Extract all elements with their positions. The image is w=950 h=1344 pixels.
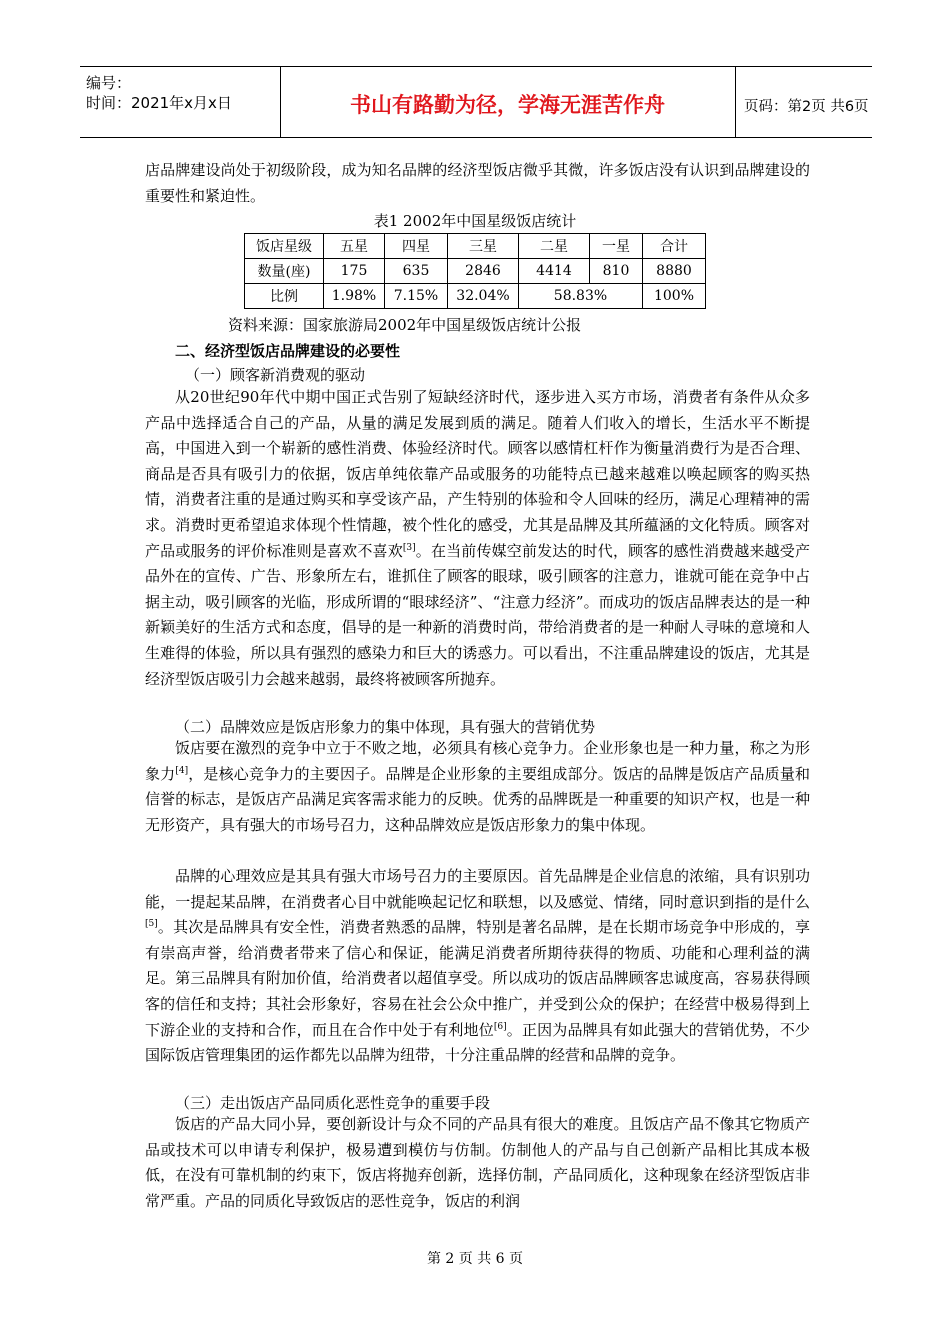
subheading-1: （一）顾客新消费观的驱动 xyxy=(185,366,366,384)
table-header-cell: 三星 xyxy=(448,234,519,259)
table-cell: 数量(座) xyxy=(245,259,324,284)
paragraph-text: 。正因为品牌具有如此强大的营销优势，不少国际饭店管理集团的运作都先以品牌为纽带，十分注重品牌的经营和品牌的竞争。 xyxy=(145,1020,810,1065)
table-cell: 810 xyxy=(590,259,643,284)
citation-ref: [3] xyxy=(402,542,416,553)
page-footer: 第 2 页 共 6 页 xyxy=(426,1251,524,1267)
table-cell: 1.98% xyxy=(324,284,385,309)
subheading-2: （二）品牌效应是饭店形象力的集中体现，具有强大的营销优势 xyxy=(175,718,596,736)
citation-ref: [5] xyxy=(145,919,158,930)
table-cell: 4414 xyxy=(519,259,590,284)
paragraph-text: 饭店要在激烈的竞争中立于不败之地，必须具有核心竞争力。企业形象也是一种力量，称之为形象力 xyxy=(145,739,810,783)
doc-number: 编号： xyxy=(86,74,132,92)
citation-ref: [6] xyxy=(493,1021,507,1032)
table-row xyxy=(245,284,706,309)
paragraph-text: 。其次是品牌具有安全性，消费者熟悉的品牌，特别是著名品牌，是在长期市场竞争中形成的，享有崇高声誉，给消费者带来了信心和保证，能满足消费者所期待获得的物质、功能和心理利益的满足。第三品牌具有附加价值，给消费者以超值享受。所以成功的饭店品牌顾客忠诚度高，容易获得顾客的信任和支持；其社会形象好，容易在社会公众中推广，并受到公众的保护；在经营中极易得到上下游企业的支持和合作，而且在合作中处于有利地位 xyxy=(145,918,810,1039)
paragraph-homogenization: 饭店的产品大同小异，要创新设计与众不同的产品具有很大的难度。且饭店产品不像其它物质产品或技术可以申请专利保护，极易遭到模仿与仿制。仿制他人的产品与自己创新产品相比其成本极低，在没有可靠机制的约束下，饭店将抛弃创新，选择仿制，产品同质化，这种现象在经济型饭店非常严重。产品的同质化导致饭店的恶性竞争，饭店的利润 xyxy=(145,1115,810,1210)
motto: 书山有路勤为径，学海无涯苦作舟 xyxy=(350,93,665,117)
table-cell: 100% xyxy=(643,284,706,309)
paragraph-text: 品牌的心理效应是其具有强大市场号召力的主要原因。首先品牌是企业信息的浓缩，具有识别功能，一提起某品牌，在消费者心目中就能唤起记忆和联想，以及感觉、情绪，同时意识到指的是什么 xyxy=(145,867,810,911)
table-row xyxy=(245,259,706,284)
header-info-cell xyxy=(80,67,281,137)
table-header-cell: 五星 xyxy=(324,234,385,259)
section-heading: 二、经济型饭店品牌建设的必要性 xyxy=(175,342,401,360)
table-cell: 比例 xyxy=(245,284,324,309)
citation-ref: [4] xyxy=(175,765,189,776)
doc-date: 时间：2021年x月x日 xyxy=(86,94,232,112)
paragraph-brand-psychology xyxy=(145,864,810,1069)
table-cell: 8880 xyxy=(643,259,706,284)
paragraph-text: 。在当前传媒空前发达的时代，顾客的感性消费越来越受产品外在的宣传、广告、形象所左右，谁抓住了顾客的眼球，吸引顾客的注意力，谁就可能在竞争中占据主动，吸引顾客的光临，形成所谓的“眼球经济”、“注意力经济”。而成功的饭店品牌表达的是一种新颖美好的生活方式和态度，倡导的是一种新的消费时尚，带给消费者的是一种耐人寻味的意境和人生难得的体验，所以具有强烈的感染力和巨大的诱惑力。可以看出，不注重品牌建设的饭店，尤其是经济型饭店吸引力会越来越弱，最终将被顾客所抛弃。 xyxy=(145,541,810,688)
table-source: 资料来源：国家旅游局2002年中国星级饭店统计公报 xyxy=(228,316,582,334)
table-cell: 635 xyxy=(385,259,448,284)
paragraph-consumer xyxy=(145,385,810,692)
page-info: 页码：第2页 共6页 xyxy=(744,99,869,115)
table-cell: 58.83% xyxy=(519,284,643,309)
header-motto-cell xyxy=(280,67,736,137)
table-header-cell: 一星 xyxy=(590,234,643,259)
table-caption: 表1 2002年中国星级饭店统计 xyxy=(373,212,577,230)
hotel-stats-table xyxy=(244,233,706,309)
table-cell: 175 xyxy=(324,259,385,284)
page-header xyxy=(80,66,872,138)
intro-paragraph: 店品牌建设尚处于初级阶段，成为知名品牌的经济型饭店微乎其微，许多饭店没有认识到品牌建设的重要性和紧迫性。 xyxy=(145,161,810,205)
table-cell: 2846 xyxy=(448,259,519,284)
table-header-cell: 饭店星级 xyxy=(245,234,324,259)
table-row xyxy=(245,234,706,259)
paragraph-text: ，是核心竞争力的主要因子。品牌是企业形象的主要组成部分。饭店的品牌是饭店产品质量和信誉的标志，是饭店产品满足宾客需求能力的反映。优秀的品牌既是一种重要的知识产权，也是一种无形资产，具有强大的市场号召力，这种品牌效应是饭店形象力的集中体现。 xyxy=(145,764,810,834)
table-header-cell: 二星 xyxy=(519,234,590,259)
table-header-cell: 四星 xyxy=(385,234,448,259)
paragraph-text: 从20世纪90年代中期中国正式告别了短缺经济时代，逐步进入买方市场，消费者有条件从众多产品中选择适合自己的产品，从量的满足发展到质的满足。随着人们收入的增长，生活水平不断提高，中国进入到一个崭新的感性消费、体验经济时代。顾客以感情杠杆作为衡量消费行为是否合理、商品是否具有吸引力的依据，饭店单纯依靠产品或服务的功能特点已越来越难以唤起顾客的购买热情，消费者注重的是通过购买和享受该产品，产生特别的体验和令人回味的经历，满足心理精神的需求。消费时更希望追求体现个性情趣，被个性化的感受，尤其是品牌及其所蕴涵的文化特质。顾客对产品或服务的评价标准则是喜欢不喜欢 xyxy=(145,388,810,560)
paragraph-brand-effect xyxy=(145,736,810,838)
table-header-cell: 合计 xyxy=(643,234,706,259)
table-cell: 7.15% xyxy=(385,284,448,309)
table-cell: 32.04% xyxy=(448,284,519,309)
subheading-3: （三）走出饭店产品同质化恶性竞争的重要手段 xyxy=(175,1094,491,1112)
